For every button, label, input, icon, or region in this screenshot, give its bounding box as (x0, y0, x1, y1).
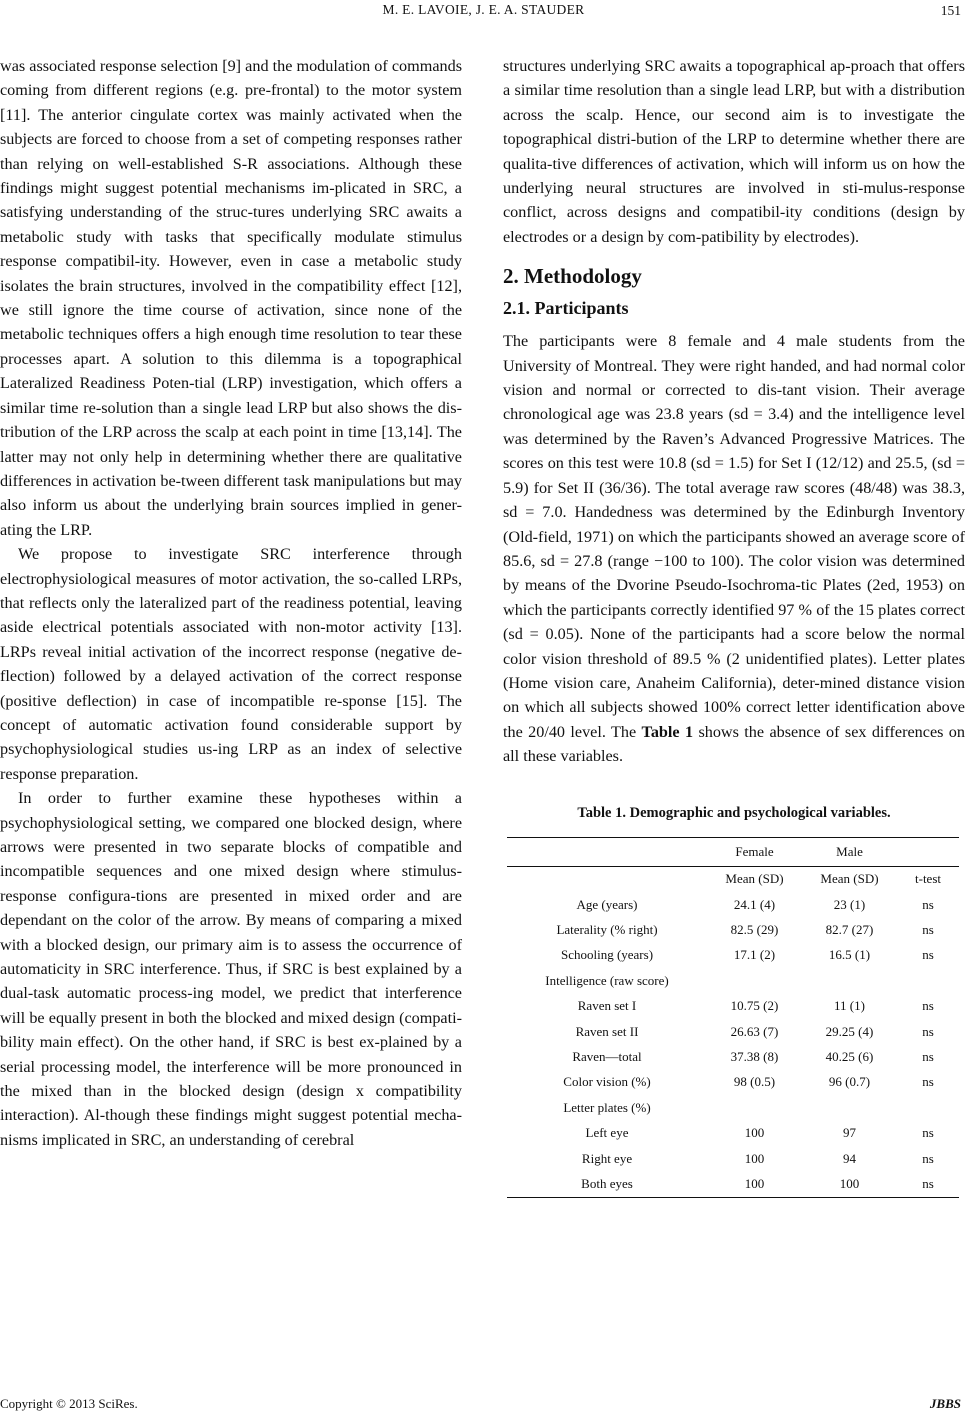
table-row (507, 917, 959, 942)
table-row-label: Both eyes (507, 1171, 707, 1197)
table-row-label: Raven set II (575, 1023, 639, 1039)
table-row (507, 1095, 959, 1120)
table-cell: 100 (707, 1171, 802, 1197)
table-cell: 98 (0.5) (733, 1074, 776, 1090)
table-row (507, 1044, 959, 1069)
table-cell: 23 (1) (833, 896, 866, 912)
table-row-label: Color vision (%) (563, 1074, 651, 1090)
table-row (507, 1070, 959, 1095)
table-header-cell (507, 866, 707, 892)
table-cell: ns (922, 1150, 934, 1166)
table-cell: 37.38 (8) (730, 1048, 779, 1064)
subsection-title: 2.1. Participants (503, 298, 629, 319)
table-cell (897, 968, 959, 993)
table-cell: 11 (1) (834, 998, 865, 1014)
table-header-cell: t-test (915, 871, 941, 887)
paragraph-text: shows the absence of sex differences on all these variables. (503, 722, 965, 766)
table-header-cell: Mean (SD) (725, 871, 784, 887)
section-title: 2. Methodology (503, 264, 642, 289)
table-caption: Table 1. Demographic and psychological variables. (577, 804, 891, 821)
table-row (507, 1146, 959, 1171)
table-cell: 40.25 (6) (825, 1048, 874, 1064)
table-row-label: Left eye (585, 1125, 629, 1141)
paragraph: structures underlying SRC awaits a topographical ap-proach that offers a similar time resolution than a single lead LRP, but with a distribution across the scalp. Hence, our second aim is to investigate the topographical distri-bution of the LRP to determine whether there are qualita-tive differences of activation, which will inform us on how the underlying neural structures are involved in sti-mulus-response conflict, across designs and compatibil-ity conditions (design by electrodes or a design by com-patibility by electrodes). (503, 57, 965, 246)
table-cell (707, 1095, 802, 1120)
table-cell: 16.5 (1) (828, 947, 871, 963)
table-cell: 82.7 (27) (825, 922, 874, 938)
table-reference: Table 1 (641, 722, 694, 741)
table-cell: 100 (744, 1150, 765, 1166)
table-cell: 26.63 (7) (730, 1023, 779, 1039)
demographics-table (507, 837, 959, 1198)
table-row-label: Right eye (581, 1150, 633, 1166)
table-header-cell: Male (802, 837, 897, 866)
table-cell: 100 (744, 1125, 765, 1141)
table-cell: ns (922, 947, 934, 963)
page-number: 151 (940, 3, 961, 18)
table-row-label: Schooling (years) (560, 947, 654, 963)
table-cell (802, 1095, 897, 1120)
left-column (0, 54, 462, 1152)
table-cell: ns (922, 922, 934, 938)
right-column (503, 54, 965, 1198)
table-row (507, 994, 959, 1019)
table-cell: 97 (843, 1125, 856, 1141)
table-cell: 94 (843, 1150, 856, 1166)
table-cell: ns (922, 896, 934, 912)
table-row-label: Letter plates (%) (563, 1099, 651, 1115)
table-row (507, 892, 959, 917)
table-row-label: Age (years) (576, 896, 638, 912)
table-cell: 100 (802, 1171, 897, 1197)
table-cell: ns (922, 998, 934, 1014)
table-cell: ns (922, 1074, 934, 1090)
table-row-label: Laterality (% right) (556, 922, 658, 938)
table-row (507, 968, 959, 993)
table-cell (897, 1095, 959, 1120)
table-cell: ns (922, 1023, 934, 1039)
copyright-notice: Copyright © 2013 SciRes. (0, 1396, 138, 1411)
table-cell: 24.1 (4) (733, 896, 776, 912)
running-header-authors: M. E. LAVOIE, J. E. A. STAUDER (382, 2, 585, 17)
paragraph: was associated response selection [9] and the modulation of commands coming from different regions (e.g. pre-frontal) to the motor system [11]. The anterior cingulate cortex was mainly activated when the subjects are forced to choose from a set of competing responses rather than relying on well-established S-R associations. Although these findings might suggest potential mechanisms im-plicated in SRC, a satisfying understanding of the struc-tures underlying SRC awaits a metabolic study with tasks that specifically modulate stimulus response compatibil-ity. However, even in case a metabolic study isolates the brain structures, involved in the compatibility effect [12], we still ignore the time course of activation, since none of the metabolic techniques offers a high enough time resolution to tear these processes apart. A solution to this dilemma is a topographical Lateralized Readiness Poten-tial (LRP) investigation, which offers a similar time re-solution than a single lead LRP but also shows the dis-tribution of the LRP across the scalp at each point in time [13,14]. The latter may not only help in determining whether there are qualitative differences in activation be-tween different task manipulations but may also inform us about the underlying brain sources implied in gener-ating the LRP. (0, 57, 462, 539)
paragraph (503, 329, 965, 768)
table-subheader-row (507, 866, 959, 892)
table-cell: 29.25 (4) (825, 1023, 874, 1039)
journal-abbreviation: JBBS (929, 1396, 961, 1411)
table-header-cell (507, 837, 707, 866)
paragraph: We propose to investigate SRC interference through electrophysiological measures of motor activation, the so-called LRPs, that reflects only the lateralized part of the readiness potential, leaving aside electrical potentials associated with non-motor activity [13]. LRPs reveal initial activation of the incorrect response (negative de-flection) followed by a delayed activation of the correct response (positive deflection) in case of incompatible re-sponse [15]. The concept of automatic activation found considerable support by psychophysiological studies us-ing LRP as an index of selective response preparation. (0, 545, 462, 783)
table-cell: 17.1 (2) (733, 947, 776, 963)
running-header (0, 0, 967, 30)
table-cell: 96 (0.7) (828, 1074, 871, 1090)
table-cell: 10.75 (2) (730, 998, 779, 1014)
table-cell (707, 968, 802, 993)
paragraph: In order to further examine these hypotheses within a psychophysiological setting, we compared one blocked design, where arrows were presented in two separate blocks of compatible and incompatible sequences and one mixed design where stimulus-response configura-tions are presented in mixed order and are dependant on the color of the arrow. By means of comparing a mixed with a blocked design, our primary aim is to assess the occurrence of automaticity in SRC interference. Thus, if SRC is best explained by a dual-task automatic process-ing model, we predict that interference will be equally present in both the blocked and mixed design (compati-bility main effect). On the other hand, if SRC is best ex-plained by a serial processing model, the interference will be more pronounced in the mixed than in the blocked design (design x compatibility interaction). Al-though these findings might suggest potential mecha-nisms implicated in SRC, an understanding of cerebral (0, 789, 462, 1149)
table-row (507, 1120, 959, 1145)
table-cell: ns (897, 1171, 959, 1197)
table-row-label: Intelligence (raw score) (545, 972, 669, 988)
table-header-cell (897, 837, 959, 866)
table-cell: ns (922, 1125, 934, 1141)
table-header-cell: Female (707, 837, 802, 866)
table-cell: ns (922, 1048, 934, 1064)
table-row (507, 1019, 959, 1044)
table-row-label: Raven set I (577, 998, 637, 1014)
table-group-header-row (507, 837, 959, 866)
table-cell: 82.5 (29) (730, 922, 779, 938)
table-cell (802, 968, 897, 993)
paragraph-text: The participants were 8 female and 4 male students from the University of Montreal. They were right handed, and had normal color vision and normal or corrected to dis-tant vision. Their average chronological age was 23.8 years (sd = 3.4) and the intelligence level was determined by the Raven’s Advanced Progressive Matrices. The scores on this test were 10.8 (sd = 1.5) for Set I (12/12) and 25.5, (sd = 5.9) for Set II (36/36). The total average raw scores (48/48) was 38.3, sd = 7.0. Handedness was determined by the Edinburgh Inventory (Old-field, 1971) on which the participants showed an average score of 85.6, sd = 27.8 (range −100 to 100). The color vision was determined by means of the Dvorine Pseudo-Isochroma-tic Plates (2ed, 1953) on which the participants correctly identified 97 % of the 15 plates correct (sd = 0.05). None of the participants had a score below the normal color vision threshold of 89.5 % (2 unidentified plates). Letter plates (Home vision care, Anaheim California), deter-mined distance vision on which all subjects showed 100% correct letter identification above the 20/40 level. The (503, 332, 965, 741)
table-row (507, 1171, 959, 1197)
table-row (507, 943, 959, 968)
table-header-cell: Mean (SD) (820, 871, 879, 887)
table-row-label: Raven—total (572, 1048, 642, 1064)
